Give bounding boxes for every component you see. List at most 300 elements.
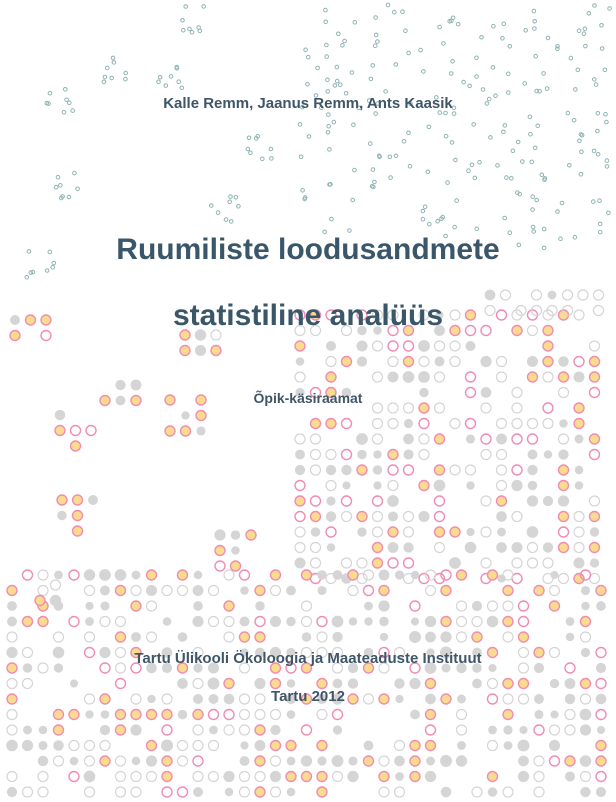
yellow-dot: [57, 495, 67, 505]
grey-dot: [528, 450, 538, 460]
grey-ring: [333, 772, 343, 782]
grey-dot: [549, 740, 560, 751]
grey-ring: [457, 617, 467, 627]
yellow-dot: [302, 772, 312, 782]
grey-dot: [511, 542, 522, 553]
grey-ring: [311, 543, 321, 553]
pink-ring: [69, 772, 79, 782]
grey-dot: [440, 755, 452, 767]
grey-dot: [196, 426, 205, 435]
teal-dot: [503, 124, 507, 128]
yellow-dot: [54, 725, 64, 735]
teal-dot: [353, 168, 357, 172]
grey-dot: [466, 434, 475, 443]
grey-dot: [472, 679, 482, 689]
grey-dot: [465, 542, 477, 554]
yellow-dot: [357, 465, 367, 475]
teal-dot: [534, 54, 538, 58]
yellow-dot: [419, 481, 429, 491]
teal-dot: [351, 198, 355, 202]
teal-dot: [333, 84, 337, 88]
grey-dot: [255, 740, 266, 751]
grey-dot: [566, 633, 574, 641]
teal-dot: [523, 82, 527, 86]
grey-ring: [51, 580, 61, 590]
grey-dot: [388, 372, 399, 383]
teal-dot: [229, 220, 233, 224]
teal-dot: [530, 160, 534, 164]
grey-ring: [497, 357, 507, 367]
grey-dot: [472, 601, 482, 611]
yellow-dot: [165, 426, 175, 436]
teal-dot: [369, 77, 373, 81]
grey-dot: [449, 557, 461, 569]
yellow-dot: [317, 772, 327, 782]
yellow-dot: [410, 756, 420, 766]
pink-ring: [559, 527, 569, 537]
grey-dot: [581, 602, 589, 610]
grey-ring: [147, 601, 157, 611]
yellow-dot: [311, 512, 321, 522]
grey-dot: [70, 679, 78, 687]
grey-dot: [480, 356, 491, 367]
teal-dot: [475, 227, 479, 231]
grey-ring: [528, 543, 538, 553]
grey-dot: [287, 679, 295, 687]
teal-dot: [578, 139, 582, 143]
teal-dot: [598, 222, 602, 226]
grey-dot: [575, 435, 584, 444]
grey-dot: [287, 710, 296, 719]
grey-dot: [295, 450, 305, 460]
grey-dot: [53, 740, 63, 750]
yellow-dot: [373, 543, 383, 553]
teal-dot: [502, 22, 506, 26]
grey-ring: [326, 357, 336, 367]
teal-dot: [502, 130, 506, 134]
grey-ring: [388, 419, 398, 429]
grey-dot: [131, 380, 142, 391]
grey-dot: [488, 787, 497, 796]
pink-ring: [193, 756, 203, 766]
grey-dot: [7, 617, 17, 627]
teal-dot: [462, 80, 466, 84]
grey-dot: [573, 371, 584, 382]
yellow-dot: [196, 411, 206, 421]
teal-dot: [327, 124, 331, 128]
grey-ring: [419, 357, 429, 367]
grey-ring: [69, 741, 79, 751]
teal-dot: [560, 201, 564, 205]
grey-ring: [209, 772, 219, 782]
grey-dot: [425, 771, 436, 782]
teal-dot: [228, 200, 232, 204]
grey-ring: [209, 741, 219, 751]
teal-dot: [511, 149, 515, 153]
yellow-dot: [326, 419, 336, 429]
teal-dot: [76, 187, 80, 191]
grey-ring: [116, 772, 126, 782]
teal-dot: [449, 72, 453, 76]
yellow-dot: [348, 570, 358, 580]
grey-ring: [116, 787, 126, 797]
teal-dot: [545, 87, 549, 91]
yellow-dot: [54, 710, 64, 720]
grey-ring: [100, 617, 110, 627]
grey-ring: [7, 679, 17, 689]
grey-dot: [357, 356, 367, 366]
grey-ring: [178, 756, 188, 766]
place-year: Tartu 2012: [271, 688, 345, 705]
teal-dot: [472, 123, 476, 127]
teal-dot: [421, 217, 425, 221]
grey-dot: [558, 495, 569, 506]
yellow-dot: [388, 527, 398, 537]
yellow-dot: [69, 710, 79, 720]
grey-dot: [22, 740, 33, 751]
pink-ring: [317, 617, 327, 627]
pink-ring: [574, 357, 584, 367]
teal-dot: [337, 32, 341, 36]
yellow-dot: [116, 710, 126, 720]
pink-ring: [404, 341, 414, 351]
grey-dot: [231, 546, 239, 554]
grey-dot: [527, 465, 537, 475]
grey-dot: [270, 725, 280, 735]
teal-dot: [157, 80, 161, 84]
grey-ring: [534, 787, 544, 797]
yellow-dot: [116, 586, 126, 596]
yellow-dot: [503, 617, 513, 627]
teal-dot: [197, 26, 201, 30]
grey-ring: [435, 341, 445, 351]
yellow-dot: [457, 570, 467, 580]
teal-dot: [326, 131, 330, 135]
pink-ring: [534, 725, 544, 735]
yellow-dot: [246, 530, 256, 540]
teal-dot: [106, 66, 110, 70]
grey-dot: [559, 419, 567, 427]
grey-ring: [373, 341, 383, 351]
teal-dot: [508, 45, 512, 49]
grey-ring: [342, 512, 352, 522]
grey-dot: [101, 710, 110, 719]
yellow-dot: [410, 741, 420, 751]
teal-dot: [246, 147, 250, 151]
teal-dot: [169, 75, 173, 79]
teal-dot: [386, 3, 390, 7]
grey-ring: [450, 357, 460, 367]
grey-dot: [326, 341, 336, 351]
teal-dot: [384, 90, 388, 94]
teal-dot: [546, 36, 550, 40]
grey-ring: [373, 434, 383, 444]
grey-dot: [50, 595, 61, 606]
pink-ring: [23, 570, 33, 580]
yellow-dot: [180, 346, 190, 356]
yellow-dot: [379, 772, 389, 782]
grey-ring: [488, 601, 498, 611]
grey-ring: [457, 710, 467, 720]
pink-ring: [528, 434, 538, 444]
grey-dot: [239, 616, 249, 626]
grey-ring: [395, 787, 405, 797]
grey-ring: [326, 481, 336, 491]
yellow-dot: [178, 570, 188, 580]
pink-ring: [466, 419, 476, 429]
teal-dot: [389, 176, 393, 180]
grey-ring: [116, 756, 126, 766]
grey-dot: [440, 631, 451, 642]
grey-dot: [496, 434, 507, 445]
grey-ring: [295, 543, 305, 553]
grey-ring: [419, 450, 429, 460]
grey-ring: [224, 570, 234, 580]
grey-dot: [181, 411, 189, 419]
yellow-dot: [271, 741, 281, 751]
grey-dot: [270, 771, 281, 782]
grey-ring: [326, 450, 336, 460]
teal-dot: [330, 217, 334, 221]
teal-dot: [270, 157, 274, 161]
grey-dot: [193, 601, 203, 611]
teal-dot: [542, 72, 546, 76]
teal-dot: [579, 173, 583, 177]
pink-ring: [209, 710, 219, 720]
grey-ring: [481, 496, 491, 506]
grey-dot: [466, 528, 474, 536]
yellow-dot: [131, 601, 141, 611]
grey-dot: [364, 741, 374, 751]
teal-dot: [478, 160, 482, 164]
grey-ring: [255, 772, 265, 782]
grey-ring: [395, 741, 405, 751]
teal-dot: [184, 5, 188, 9]
yellow-dot: [147, 710, 157, 720]
grey-dot: [596, 787, 606, 797]
teal-dot: [422, 70, 426, 74]
grey-ring: [472, 787, 482, 797]
yellow-dot: [590, 434, 600, 444]
grey-dot: [240, 586, 249, 595]
grey-dot: [132, 571, 141, 580]
pink-ring: [342, 496, 352, 506]
teal-dot: [450, 141, 454, 145]
pink-ring: [240, 570, 250, 580]
pink-ring: [311, 496, 321, 506]
grey-ring: [373, 512, 383, 522]
yellow-dot: [317, 679, 327, 689]
grey-dot: [333, 570, 343, 580]
teal-dot: [427, 125, 431, 129]
grey-ring: [373, 419, 383, 429]
grey-dot: [286, 617, 295, 626]
yellow-dot: [519, 632, 529, 642]
teal-dot: [596, 129, 600, 133]
teal-dot: [25, 275, 29, 279]
teal-dot: [583, 27, 587, 31]
grey-ring: [357, 558, 367, 568]
teal-dot: [489, 136, 493, 140]
grey-dot: [387, 495, 399, 507]
yellow-dot: [193, 710, 203, 720]
grey-ring: [450, 465, 460, 475]
grey-dot: [590, 558, 599, 567]
grey-dot: [558, 356, 569, 367]
teal-dot: [436, 219, 440, 223]
pink-ring: [435, 496, 445, 506]
grey-dot: [434, 480, 446, 492]
grey-dot: [418, 511, 429, 522]
teal-dot: [261, 157, 265, 161]
teal-dot: [202, 5, 206, 9]
authors: Kalle Remm, Jaanus Remm, Ants Kaasik: [163, 95, 453, 112]
yellow-dot: [211, 346, 221, 356]
grey-ring: [550, 586, 560, 596]
pink-ring: [69, 617, 79, 627]
grey-ring: [457, 601, 467, 611]
grey-dot: [231, 530, 240, 539]
yellow-dot: [271, 679, 281, 689]
grey-dot: [558, 449, 568, 459]
yellow-dot: [224, 679, 234, 689]
yellow-dot: [559, 543, 569, 553]
teal-dot: [446, 181, 450, 185]
grey-dot: [426, 757, 435, 766]
grey-dot: [435, 357, 445, 367]
yellow-dot: [373, 558, 383, 568]
yellow-dot: [326, 372, 336, 382]
teal-dot: [164, 84, 168, 88]
grey-dot: [6, 740, 17, 751]
pink-ring: [178, 787, 188, 797]
grey-ring: [85, 632, 95, 642]
yellow-dot: [596, 586, 606, 596]
teal-dot: [316, 66, 320, 70]
grey-dot: [379, 617, 389, 627]
yellow-dot: [441, 617, 451, 627]
yellow-dot: [450, 527, 460, 537]
grey-ring: [224, 632, 234, 642]
grey-ring: [559, 574, 569, 584]
teal-dot: [374, 112, 378, 116]
grey-dot: [23, 726, 32, 735]
grey-dot: [504, 741, 513, 750]
teal-dot: [507, 72, 511, 76]
yellow-dot: [519, 679, 529, 689]
yellow-dot: [503, 586, 513, 596]
grey-ring: [574, 512, 584, 522]
grey-ring: [271, 756, 281, 766]
grey-dot: [575, 466, 584, 475]
teal-dot: [350, 71, 354, 75]
yellow-dot: [255, 632, 265, 642]
teal-dot: [533, 27, 537, 31]
grey-dot: [54, 571, 63, 580]
grey-ring: [271, 710, 281, 720]
grey-ring: [419, 434, 429, 444]
grey-dot: [511, 480, 522, 491]
pink-ring: [388, 465, 398, 475]
teal-dot: [593, 78, 597, 82]
grey-ring: [302, 617, 312, 627]
grey-ring: [147, 772, 157, 782]
grey-ring: [550, 725, 560, 735]
grey-ring: [317, 632, 327, 642]
grey-ring: [85, 586, 95, 596]
grey-dot: [295, 558, 306, 569]
teal-dot: [604, 112, 608, 116]
teal-dot: [56, 175, 60, 179]
grey-dot: [543, 542, 553, 552]
grey-dot: [404, 419, 413, 428]
yellow-dot: [590, 512, 600, 522]
title-line-1: Ruumiliste loodusandmete: [116, 233, 500, 266]
grey-ring: [379, 787, 389, 797]
pink-ring: [116, 679, 126, 689]
grey-ring: [54, 756, 64, 766]
grey-dot: [497, 528, 506, 537]
teal-dot: [592, 200, 596, 204]
teal-dot: [407, 131, 411, 135]
grey-ring: [497, 465, 507, 475]
grey-dot: [403, 434, 414, 445]
yellow-dot: [435, 527, 445, 537]
grey-ring: [457, 725, 467, 735]
grey-dot: [581, 586, 590, 595]
grey-ring: [7, 632, 17, 642]
yellow-dot: [255, 787, 265, 797]
teal-dot: [247, 136, 251, 140]
pink-ring: [519, 617, 529, 627]
teal-dot: [419, 48, 423, 52]
teal-dot: [73, 171, 77, 175]
grey-dot: [394, 756, 405, 767]
institution: Tartu Ülikooli Ökoloogia ja Maateaduste Instituut: [134, 650, 482, 667]
teal-dot: [307, 135, 311, 139]
teal-dot: [582, 32, 586, 36]
yellow-dot: [488, 772, 498, 782]
yellow-dot: [559, 481, 569, 491]
grey-ring: [379, 756, 389, 766]
teal-dot: [190, 30, 194, 34]
yellow-dot: [559, 512, 569, 522]
teal-dot: [467, 169, 471, 173]
grey-ring: [38, 570, 48, 580]
pink-ring: [590, 450, 600, 460]
pink-ring: [71, 426, 81, 436]
teal-dot: [332, 120, 336, 124]
teal-dot: [371, 168, 375, 172]
teal-dot: [353, 21, 357, 25]
grey-dot: [465, 341, 475, 351]
yellow-dot: [590, 357, 600, 367]
yellow-dot: [534, 586, 544, 596]
grey-ring: [435, 372, 445, 382]
teal-dot: [229, 195, 233, 199]
grey-dot: [527, 526, 539, 538]
teal-dot: [394, 63, 398, 67]
grey-dot: [332, 616, 344, 628]
yellow-dot: [162, 710, 172, 720]
teal-dot: [587, 12, 591, 16]
teal-dot: [569, 56, 573, 60]
grey-ring: [193, 725, 203, 735]
pink-ring: [404, 558, 414, 568]
yellow-dot: [488, 570, 498, 580]
grey-ring: [426, 586, 436, 596]
grey-dot: [487, 616, 499, 628]
